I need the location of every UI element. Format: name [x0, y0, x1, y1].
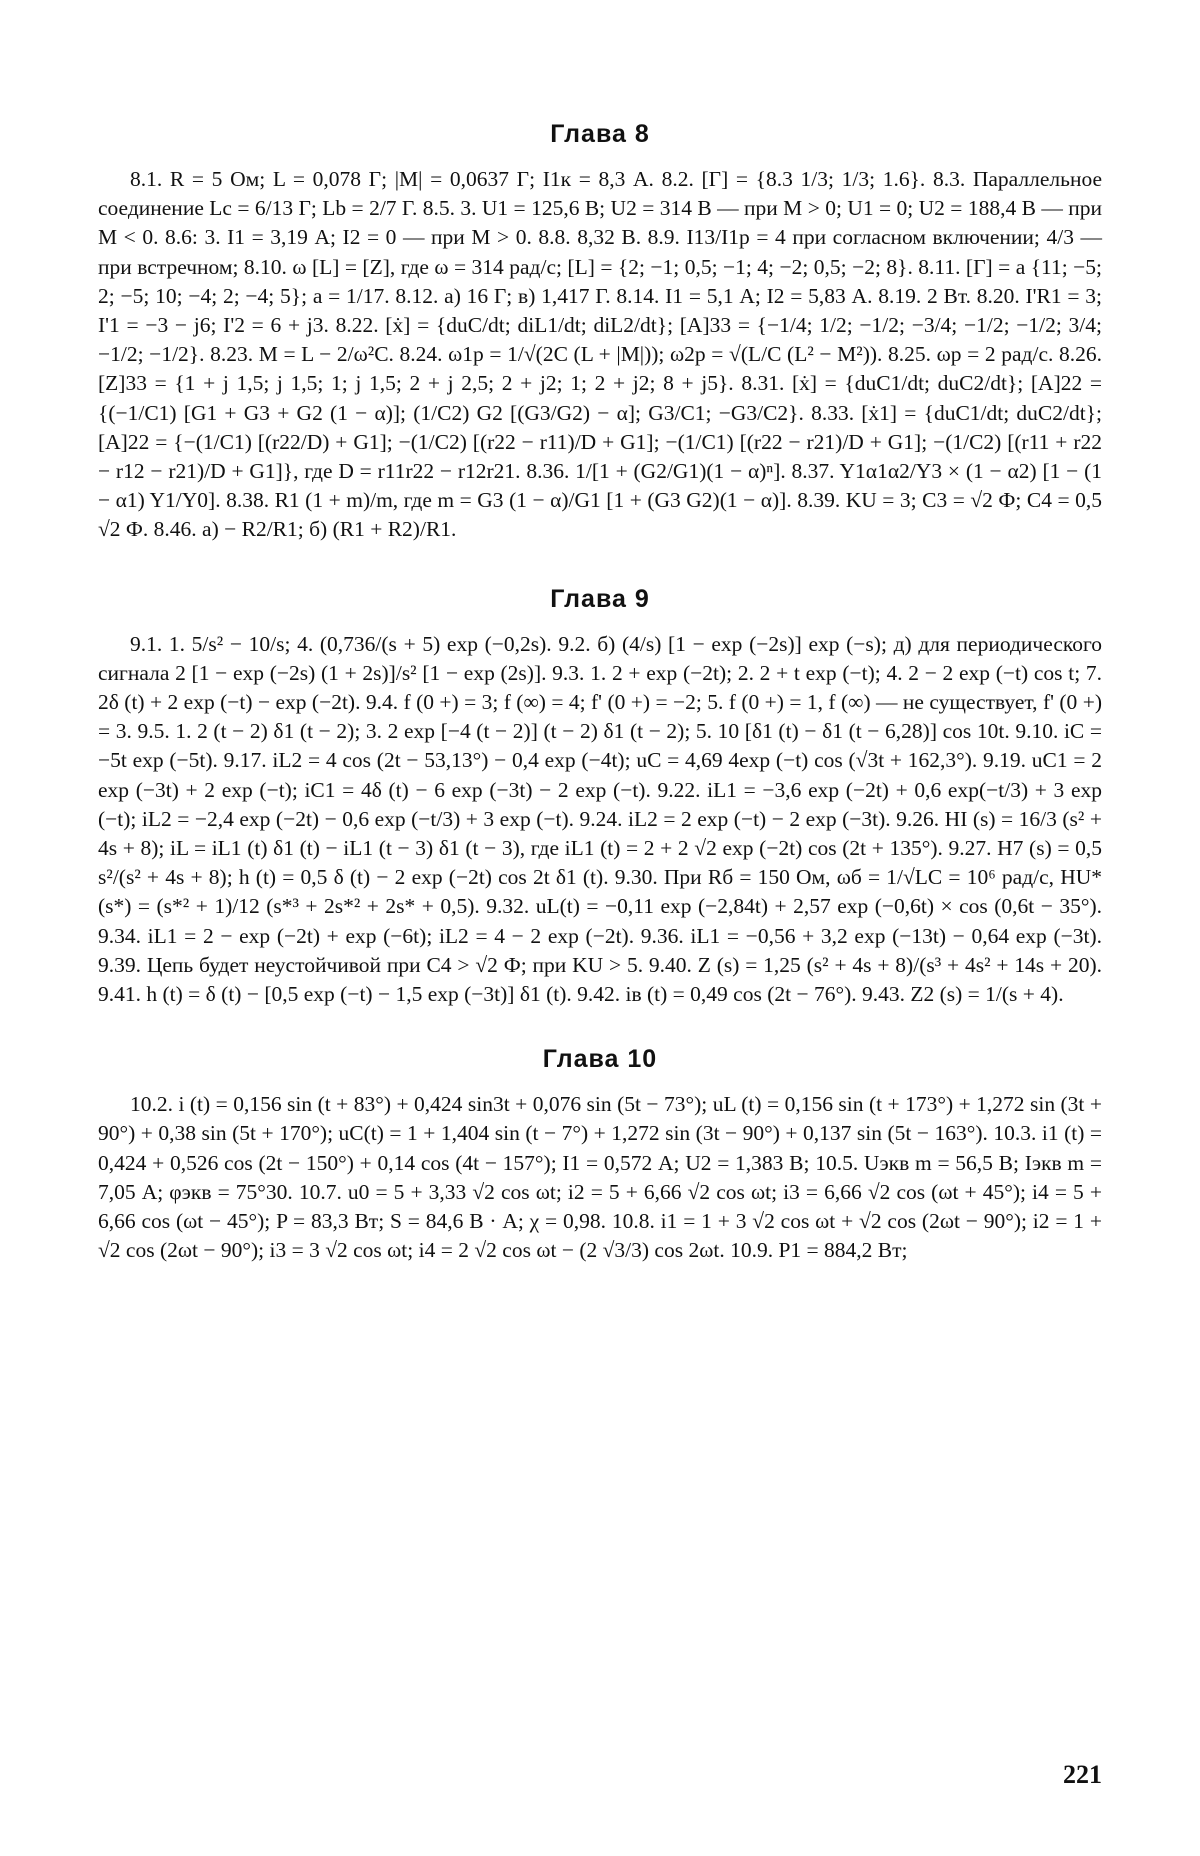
chapter-10-answers: 10.2. i (t) = 0,156 sin (t + 83°) + 0,424 sin3t + 0,076 sin (5t − 73°); uL (t) = 0,156 sin (t + 173°) + 1,272 sin (3t + 90°) + 0,38 sin (5t + 170°); uC(t) = 1 + 1,404 sin (t − 7°) + 1,272 sin (3t − 90°) + 0,137 sin (5t − 163°). 10.3. i1 (t) = 0,424 + 0,526 cos (2t − 150°) + 0,14 cos (4t − 157°); I1 = 0,572 А; U2 = 1,383 В; 10.5. Uэкв m = 56,5 В; Iэкв m = 7,05 А; φэкв = 75°30. 10.7. u0 = 5 + 3,33 √2 cos ωt; i2 = 5 + 6,66 √2 cos ωt; i3 = 6,66 √2 cos (ωt + 45°); i4 = 5 + 6,66 cos (ωt − 45°); P = 83,3 Вт; S = 84,6 В · А; χ = 0,98. 10.8. i1 = 1 + 3 √2 cos ωt + √2 cos (2ωt − 90°); i2 = 1 + √2 cos (2ωt − 90°); i3 = 3 √2 cos ωt; i4 = 2 √2 cos ωt − (2 √3/3) cos 2ωt. 10.9. P1 = 884,2 Вт;: [98, 1092, 1102, 1263]
chapter-8-answers: 8.1. R = 5 Ом; L = 0,078 Г; |M| = 0,0637 Г; I1к = 8,3 А. 8.2. [Г] = {8.3 1/3; 1/3; 1.6}. 8.3. Параллельное соединение Lc = 6/13 Г; Lb = 2/7 Г. 8.5. 3. U1 = 125,6 В; U2 = 314 В — при M > 0; U1 = 0; U2 = 188,4 В — при M < 0. 8.6: 3. I1 = 3,19 А; I2 = 0 — при M > 0. 8.8. 8,32 В. 8.9. I13/I1p = 4 при согласном включении; 4/3 — при встречном; 8.10. ω [L] = [Z], где ω = 314 рад/с; [L] = {2; −1; 0,5; −1; 4; −2; 0,5; −2; 8}. 8.11. [Г] = a {11; −5; 2; −5; 10; −4; 2; −4; 5}; a = 1/17. 8.12. а) 16 Г; в) 1,417 Г. 8.14. I1 = 5,1 А; I2 = 5,83 А. 8.19. 2 Вт. 8.20. I'R1 = 3; I'1 = −3 − j6; I'2 = 6 + j3. 8.22. [ẋ] = {duC/dt; diL1/dt; diL2/dt}; [A]33 = {−1/4; 1/2; −1/2; −3/4; −1/2; −1/2; 3/4; −1/2; −1/2}. 8.23. M = L − 2/ω²C. 8.24. ω1p = 1/√(2C (L + |M|)); ω2p = √(L/C (L² − M²)). 8.25. ωp = 2 рад/с. 8.26. [Z]33 = {1 + j 1,5; j 1,5; 1; j 1,5; 2 + j 2,5; 2 + j2; 1; 2 + j2; 8 + j5}. 8.31. [ẋ] = {duC1/dt; duC2/dt}; [A]22 = {(−1/C1) [G1 + G3 + G2 (1 − α)]; (1/C2) G2 [(G3/G2) − α]; G3/C1; −G3/C2}. 8.33. [ẋ1] = {duC1/dt; duC2/dt}; [A]22 = {−(1/C1) [(r22/D) + G1]; −(1/C2) [(r22 − r11)/D + G1]; −(1/C1) [(r22 − r21)/D + G1]; −(1/C2) [(r11 + r22 − r12 − r21)/D + G1]}, где D = r11r22 − r12r21. 8.36. 1/[1 + (G2/G1)(1 − α)ⁿ]. 8.37. Y1α1α2/Y3 × (1 − α2) [1 − (1 − α1) Y1/Y0]. 8.38. R1 (1 + m)/m, где m = G3 (1 − α)/G1 [1 + (G3 G2)(1 − α)]. 8.39. KU = 3; C3 = √2 Ф; C4 = 0,5 √2 Ф. 8.46. а) − R2/R1; б) (R1 + R2)/R1.: [98, 167, 1102, 542]
chapter-9-answers: 9.1. 1. 5/s² − 10/s; 4. (0,736/(s + 5) exp (−0,2s). 9.2. б) (4/s) [1 − exp (−2s)] exp (−s); д) для периодического сигнала 2 [1 − exp (−2s) (1 + 2s)]/s² [1 − exp (2s)]. 9.3. 1. 2 + exp (−2t); 2. 2 + t exp (−t); 4. 2 − 2 exp (−t) cos t; 7. 2δ (t) + 2 exp (−t) − exp (−2t). 9.4. f (0 +) = 3; f (∞) = 4; f' (0 +) = −2; 5. f (0 +) = 1, f (∞) — не существует, f' (0 +) = 3. 9.5. 1. 2 (t − 2) δ1 (t − 2); 3. 2 exp [−4 (t − 2)] (t − 2) δ1 (t − 2); 5. 10 [δ1 (t) − δ1 (t − 6,28)] cos 10t. 9.10. iC = −5t exp (−5t). 9.17. iL2 = 4 cos (2t − 53,13°) − 0,4 exp (−4t); uC = 4,69 4exp (−t) cos (√3t + 162,3°). 9.19. uC1 = 2 exp (−3t) + 2 exp (−t); iC1 = 4δ (t) − 6 exp (−3t) − 2 exp (−t). 9.22. iL1 = −3,6 exp (−2t) + 0,6 exp(−t/3) + 3 exp (−t); iL2 = −2,4 exp (−2t) − 0,6 exp (−t/3) + 3 exp (−t). 9.24. iL2 = 2 exp (−t) − 2 exp (−3t). 9.26. HI (s) = 16/3 (s² + 4s + 8); iL = iL1 (t) δ1 (t) − iL1 (t − 3) δ1 (t − 3), где iL1 (t) = 2 + 2 √2 exp (−2t) cos (2t + 135°). 9.27. H7 (s) = 0,5 s²/(s² + 4s + 8); h (t) = 0,5 δ (t) − 2 exp (−2t) cos 2t δ1 (t). 9.30. При Rб = 150 Ом, ωб = 1/√LC = 10⁶ рад/с, HU* (s*) = (s*² + 1)/12 (s*³ + 2s*² + 2s* + 0,5). 9.32. uL(t) = −0,11 exp (−2,84t) + 2,57 exp (−0,6t) × cos (0,6t − 35°). 9.34. iL1 = 2 − exp (−2t) + exp (−6t); iL2 = 4 − 2 exp (−2t). 9.36. iL1 = −0,56 + 3,2 exp (−13t) − 0,64 exp (−3t). 9.39. Цепь будет неустойчивой при C4 > √2 Ф; при KU > 5. 9.40. Z (s) = 1,25 (s² + 4s + 8)/(s³ + 4s² + 14s + 20). 9.41. h (t) = δ (t) − [0,5 exp (−t) − 1,5 exp (−3t)] δ1 (t). 9.42. iв (t) = 0,49 cos (2t − 76°). 9.43. Z2 (s) = 1/(s + 4).: [98, 631, 1102, 1007]
page-number: 221: [1063, 1760, 1102, 1789]
chapter-9-title: Глава 9: [550, 584, 650, 613]
chapter-10-title: Глава 10: [542, 1045, 658, 1074]
chapter-8-title: Глава 8: [550, 120, 650, 148]
